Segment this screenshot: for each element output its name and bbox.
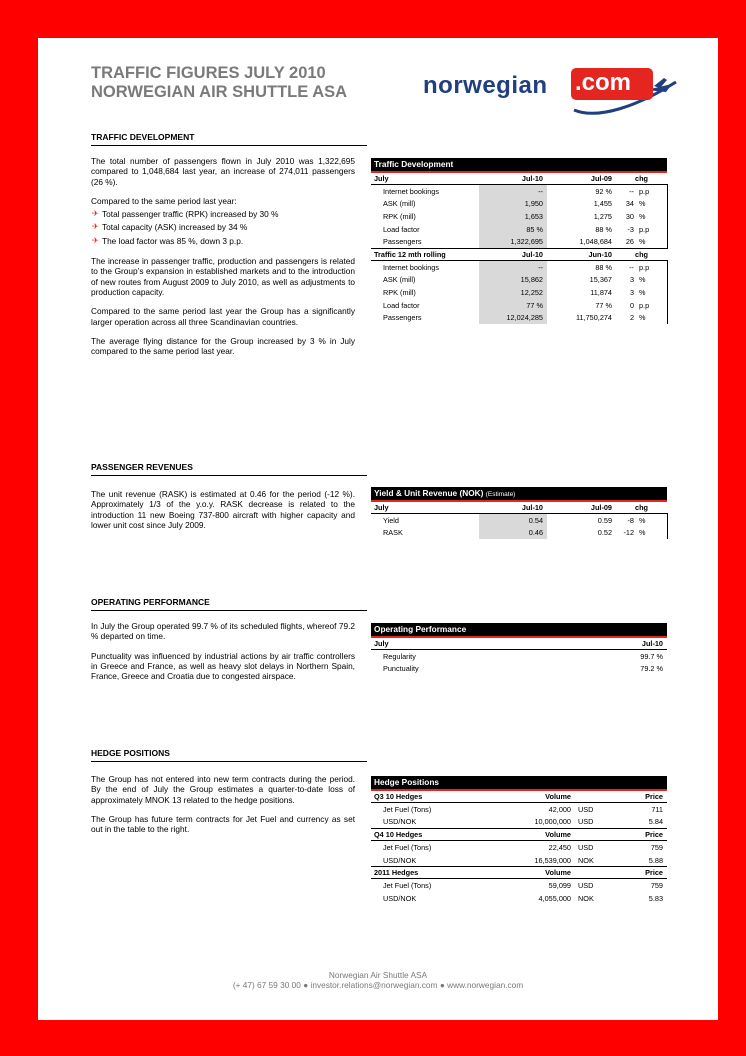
cell-value: -- bbox=[479, 260, 547, 273]
yield-unit-revenue-table bbox=[371, 487, 667, 539]
list-item-text: Total passenger traffic (RPK) increased by 30 % bbox=[102, 209, 279, 220]
paragraph: The average flying distance for the Group increased by 3 % in July compared to the same period last year. bbox=[91, 335, 355, 357]
cell-unit: % bbox=[636, 311, 667, 324]
paragraph: The total number of passengers flown in July 2010 was 1,322,695 compared to 1,048,684 last year, an increase of 274,011 passengers (26 %). bbox=[91, 156, 355, 187]
plane-bullet-icon: ✈ bbox=[92, 209, 99, 219]
row-label: RPK (mill) bbox=[383, 211, 416, 221]
row-label: Jet Fuel (Tons) bbox=[383, 842, 432, 852]
cell-value: 88 % bbox=[595, 262, 612, 272]
cell-change: 3 bbox=[629, 275, 634, 285]
cell-value: 1,950 bbox=[479, 198, 547, 211]
table-row bbox=[371, 879, 667, 892]
paragraph: Punctuality was influenced by industrial actions by air traffic controllers in Greece and France, as well as heavy slot delays in Northern Spain, France, Greece and Croatia due to congested airspace. bbox=[91, 650, 355, 682]
row-label: ASK (mill) bbox=[383, 199, 416, 209]
cell-change: -12 bbox=[623, 528, 634, 538]
cell-value: 22,450 bbox=[548, 842, 571, 852]
cell-change: 34 bbox=[625, 199, 634, 209]
header-label: July bbox=[371, 637, 571, 650]
table-title bbox=[371, 487, 667, 500]
cell-currency: USD bbox=[578, 842, 594, 852]
table-row bbox=[371, 854, 667, 867]
cell-unit: % bbox=[636, 274, 667, 287]
operating-text bbox=[91, 621, 355, 690]
row-label: Internet bookings bbox=[383, 186, 439, 196]
header-col: Jun-10 bbox=[547, 248, 616, 260]
header-label: Q3 10 Hedges bbox=[371, 790, 491, 803]
cell-unit: p.p bbox=[636, 299, 667, 312]
bullet-list bbox=[91, 209, 355, 246]
cell-unit: % bbox=[636, 514, 667, 527]
cell-value: 59,099 bbox=[548, 881, 571, 891]
cell-unit: % bbox=[636, 210, 667, 223]
row-label: Punctuality bbox=[383, 664, 419, 674]
table-title: Traffic Development bbox=[371, 158, 667, 171]
row-label: Regularity bbox=[383, 651, 416, 661]
cell-value: -- bbox=[479, 185, 547, 198]
header-col: Jul-09 bbox=[547, 501, 616, 514]
cell-value: 15,862 bbox=[479, 274, 547, 287]
row-label: Jet Fuel (Tons) bbox=[383, 881, 432, 891]
list-item bbox=[91, 236, 355, 246]
row-label: Internet bookings bbox=[383, 262, 439, 272]
traffic-text bbox=[91, 156, 355, 365]
header-col: Jul-10 bbox=[479, 501, 547, 514]
header-col: Price bbox=[615, 829, 667, 841]
table-row bbox=[371, 198, 667, 211]
cell-value: 1,455 bbox=[593, 199, 612, 209]
row-label: USD/NOK bbox=[383, 893, 417, 903]
cell-value: 0.59 bbox=[597, 515, 612, 525]
row-label: Load factor bbox=[383, 224, 420, 234]
document-title bbox=[91, 64, 347, 102]
table-row bbox=[371, 803, 667, 816]
footer-contact bbox=[38, 980, 718, 990]
row-label: Jet Fuel (Tons) bbox=[383, 804, 432, 814]
paragraph: Compared to the same period last year the Group has a significantly larger operation across all three Scandinavian countries. bbox=[91, 306, 355, 327]
header-col: Volume bbox=[491, 790, 575, 803]
section-heading-hedge: HEDGE POSITIONS bbox=[91, 748, 367, 762]
footer bbox=[38, 970, 718, 990]
header-col: chg bbox=[616, 172, 667, 185]
cell-unit: p.p bbox=[636, 185, 667, 198]
cell-currency: USD bbox=[578, 881, 594, 891]
table-header-row bbox=[371, 248, 667, 260]
row-label: Yield bbox=[383, 515, 399, 525]
row-label: USD/NOK bbox=[383, 855, 417, 865]
table-row bbox=[371, 299, 667, 312]
table-row bbox=[371, 260, 667, 273]
cell-value: 16,539,000 bbox=[534, 855, 571, 865]
cell-price: 711 bbox=[651, 804, 663, 814]
section-heading-revenues: PASSENGER REVENUES bbox=[91, 462, 367, 476]
cell-value: 42,000 bbox=[548, 804, 571, 814]
cell-value: 99.7 % bbox=[640, 651, 663, 661]
section-heading-traffic: TRAFFIC DEVELOPMENT bbox=[91, 132, 367, 146]
row-label: ASK (mill) bbox=[383, 275, 416, 285]
cell-price: 5.88 bbox=[648, 855, 663, 865]
list-item bbox=[91, 222, 355, 232]
cell-change: 26 bbox=[625, 237, 634, 247]
table-row bbox=[371, 514, 667, 527]
title-line-2: NORWEGIAN AIR SHUTTLE ASA bbox=[91, 83, 348, 101]
table-header-row bbox=[371, 867, 667, 879]
header-col: Price bbox=[615, 790, 667, 803]
cell-unit: p.p bbox=[636, 223, 667, 236]
cell-value: 0.52 bbox=[597, 528, 612, 538]
cell-change: -8 bbox=[627, 515, 634, 525]
table-header-row bbox=[371, 172, 667, 185]
logo-text: norwegian bbox=[423, 72, 548, 99]
cell-value: 79.2 % bbox=[640, 664, 663, 674]
paragraph: In July the Group operated 99.7 % of its scheduled flights, whereof 79.2 % departed on time. bbox=[91, 621, 355, 642]
table-header-row bbox=[371, 790, 667, 803]
header-col: Volume bbox=[491, 867, 575, 879]
cell-currency: USD bbox=[578, 804, 594, 814]
cell-change: 30 bbox=[625, 211, 634, 221]
table-row bbox=[371, 650, 667, 663]
header-col: Jul-10 bbox=[479, 172, 547, 185]
table-row bbox=[371, 286, 667, 299]
cell-value: 1,653 bbox=[479, 210, 547, 223]
cell-value: 11,750,274 bbox=[576, 313, 612, 323]
plane-bullet-icon: ✈ bbox=[92, 222, 99, 232]
row-label: USD/NOK bbox=[383, 817, 417, 827]
footer-separator: ● bbox=[303, 980, 309, 990]
cell-price: 759 bbox=[650, 842, 663, 852]
header-col: chg bbox=[616, 248, 667, 260]
paragraph: The Group has future term contracts for Jet Fuel and currency as set out in the table to the right. bbox=[91, 813, 355, 835]
cell-unit: % bbox=[636, 235, 667, 248]
header-col: Jul-09 bbox=[547, 172, 616, 185]
table-title: Operating Performance bbox=[371, 623, 667, 636]
cell-value: 92 % bbox=[595, 186, 612, 196]
norwegian-logo bbox=[418, 58, 680, 118]
revenues-text bbox=[91, 489, 355, 539]
operating-performance-table bbox=[371, 623, 667, 675]
cell-value: 88 % bbox=[595, 224, 612, 234]
plane-bullet-icon: ✈ bbox=[92, 235, 99, 245]
document-page bbox=[38, 38, 718, 1020]
hedge-positions-table bbox=[371, 776, 667, 905]
header-label: 2011 Hedges bbox=[371, 867, 491, 879]
header-col: Volume bbox=[491, 829, 575, 841]
row-label: Passengers bbox=[383, 313, 422, 323]
row-label: RASK bbox=[383, 528, 403, 538]
table-row bbox=[371, 311, 667, 324]
cell-change: 3 bbox=[629, 287, 634, 297]
cell-value: 1,275 bbox=[593, 211, 612, 221]
cell-change: -- bbox=[629, 262, 634, 272]
cell-unit: % bbox=[636, 286, 667, 299]
table-row bbox=[371, 892, 667, 905]
cell-unit: % bbox=[636, 198, 667, 211]
cell-value: 12,252 bbox=[479, 286, 547, 299]
cell-change: -- bbox=[629, 186, 634, 196]
paragraph: The unit revenue (RASK) is estimated at 0.46 for the period (-12 %). Approximately 1/3 of the y.o.y. RASK decrease is related to the introduction 11 new Boeing 737-800 aircraft with higher capacity and lower unit cost since July 2009. bbox=[91, 489, 355, 530]
list-item-text: The load factor was 85 %, down 3 p.p. bbox=[102, 235, 244, 246]
paragraph: The increase in passenger traffic, production and passengers is related to the Group’s expansion in established markets and to the introduction of new routes from August 2009 to July 2010, as well as adjustments to production capacity. bbox=[91, 256, 355, 297]
footer-separator: ● bbox=[439, 980, 445, 990]
table-row bbox=[371, 816, 667, 829]
cell-change: 2 bbox=[629, 313, 634, 323]
table-row bbox=[371, 235, 667, 248]
cell-value: 10,000,000 bbox=[534, 817, 571, 827]
hedge-text bbox=[91, 774, 355, 843]
section-heading-operating: OPERATING PERFORMANCE bbox=[91, 597, 367, 611]
paragraph: Compared to the same period last year: bbox=[91, 195, 237, 206]
row-label: RPK (mill) bbox=[383, 287, 416, 297]
cell-price: 5.83 bbox=[648, 893, 663, 903]
cell-value: 77 % bbox=[479, 299, 547, 312]
row-label: Passengers bbox=[383, 237, 422, 247]
cell-value: 12,024,285 bbox=[479, 311, 547, 324]
header-label: July bbox=[371, 172, 479, 185]
footer-email-link[interactable]: investor.relations@norwegian.com bbox=[310, 980, 438, 990]
table-row bbox=[371, 527, 667, 540]
cell-unit: % bbox=[636, 527, 667, 540]
list-item-text: Total capacity (ASK) increased by 34 % bbox=[102, 222, 248, 233]
paragraph: The Group has not entered into new term contracts during the period. By the end of July the Group estimates a quarter-to-date loss of approximately MNOK 13 related to the hedge positions. bbox=[91, 774, 355, 805]
footer-phone: (+ 47) 67 59 30 00 bbox=[232, 980, 301, 990]
table-title: Hedge Positions bbox=[371, 776, 667, 789]
cell-currency: USD bbox=[578, 817, 594, 827]
header-col: Jul-10 bbox=[571, 637, 667, 650]
header-col: chg bbox=[616, 501, 667, 514]
header-label: Traffic 12 mth rolling bbox=[371, 248, 479, 260]
header-col: Price bbox=[615, 867, 667, 879]
cell-value: 11,874 bbox=[590, 287, 612, 297]
logo-com: .com bbox=[571, 68, 653, 100]
table-row bbox=[371, 210, 667, 223]
table-header-row bbox=[371, 501, 667, 514]
cell-price: 759 bbox=[650, 881, 663, 891]
table-header-row bbox=[371, 829, 667, 841]
header-label: July bbox=[371, 501, 479, 514]
title-line-1: TRAFFIC FIGURES JULY 2010 bbox=[91, 64, 326, 82]
table-row bbox=[371, 663, 667, 676]
header-label: Q4 10 Hedges bbox=[371, 829, 491, 841]
table-title-note: (Estimate) bbox=[485, 491, 516, 498]
list-item bbox=[91, 209, 355, 219]
cell-value: 1,322,695 bbox=[479, 235, 547, 248]
footer-web-link[interactable]: www.norwegian.com bbox=[447, 980, 524, 990]
table-row bbox=[371, 841, 667, 854]
cell-value: 1,048,684 bbox=[579, 237, 612, 247]
cell-value: 77 % bbox=[595, 300, 612, 310]
row-label: Load factor bbox=[383, 300, 420, 310]
table-row bbox=[371, 223, 667, 236]
cell-unit: p.p bbox=[636, 260, 667, 273]
cell-price: 5.84 bbox=[648, 817, 663, 827]
traffic-development-table bbox=[371, 158, 667, 324]
table-title-text: Yield & Unit Revenue (NOK) bbox=[374, 488, 484, 498]
cell-change: -3 bbox=[627, 224, 634, 234]
cell-currency: NOK bbox=[578, 893, 594, 903]
header-col: Jul-10 bbox=[479, 248, 547, 260]
cell-change: 0 bbox=[629, 300, 634, 310]
cell-value: 0.54 bbox=[479, 514, 547, 527]
table-row bbox=[371, 274, 667, 287]
cell-value: 85 % bbox=[479, 223, 547, 236]
cell-value: 0.46 bbox=[479, 527, 547, 540]
footer-company: Norwegian Air Shuttle ASA bbox=[328, 970, 428, 980]
table-header-row bbox=[371, 637, 667, 650]
table-row bbox=[371, 185, 667, 198]
cell-value: 15,367 bbox=[589, 275, 612, 285]
cell-currency: NOK bbox=[578, 855, 594, 865]
cell-value: 4,055,000 bbox=[538, 893, 571, 903]
